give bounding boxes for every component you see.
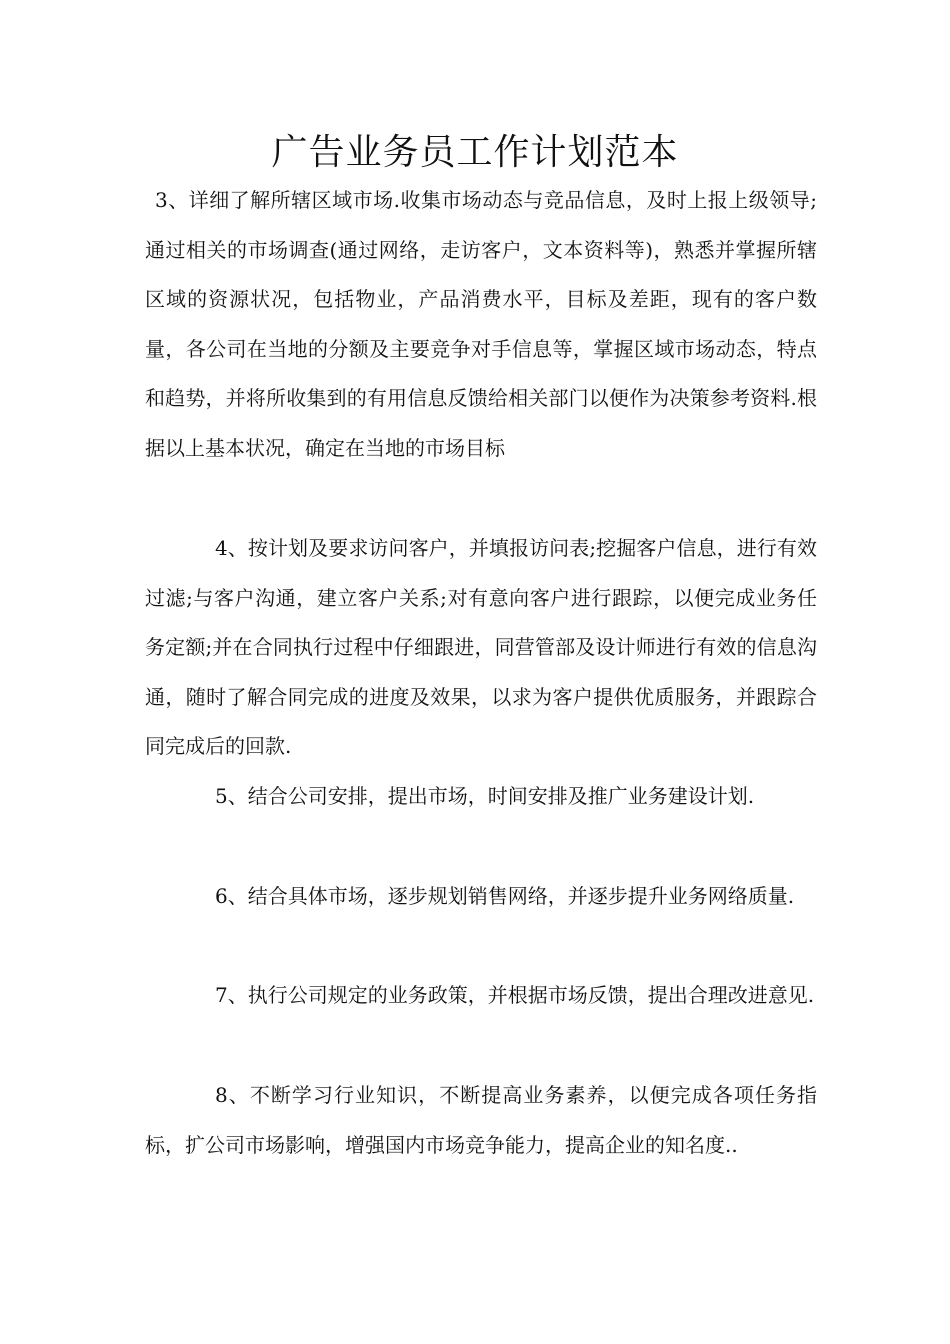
paragraph-item-8: 8、不断学习行业知识，不断提高业务素养，以便完成各项任务指标，扩公司市场影响，增强国内市场竞争能力，提高企业的知名度.. (145, 1083, 817, 1157)
paragraph-item-3: 3、详细了解所辖区域市场.收集市场动态与竞品信息，及时上报上级领导;通过相关的市场调查(通过网络，走访客户，文本资料等)，熟悉并掌握所辖区域的资源状况，包括物业，产品消费水平，目标及差距，现有的客户数量，各公司在当地的分额及主要竞争对手信息等，掌握区域市场动态，特点和趋势，并将所收集到的有用信息反馈给相关部门以便作为决策参考资料.根据以上基本状况，确定在当地的市场目标 (145, 188, 817, 460)
document-title: 广告业务员工作计划范本 (271, 132, 679, 173)
paragraph-item-5: 5、结合公司安排，提出市场，时间安排及推广业务建设计划. (215, 784, 755, 808)
paragraph-item-4: 4、按计划及要求访问客户，并填报访问表;挖掘客户信息，进行有效过滤;与客户沟通，建立客户关系;对有意向客户进行跟踪，以便完成业务任务定额;并在合同执行过程中仔细跟进，同营管部及设计师进行有效的信息沟通，随时了解合同完成的进度及效果，以求为客户提供优质服务，并跟踪合同完成后的回款. (145, 536, 817, 759)
paragraph-item-7: 7、执行公司规定的业务政策，并根据市场反馈，提出合理改进意见. (215, 983, 815, 1007)
paragraph-item-6: 6、结合具体市场，逐步规划销售网络，并逐步提升业务网络质量. (215, 884, 795, 908)
